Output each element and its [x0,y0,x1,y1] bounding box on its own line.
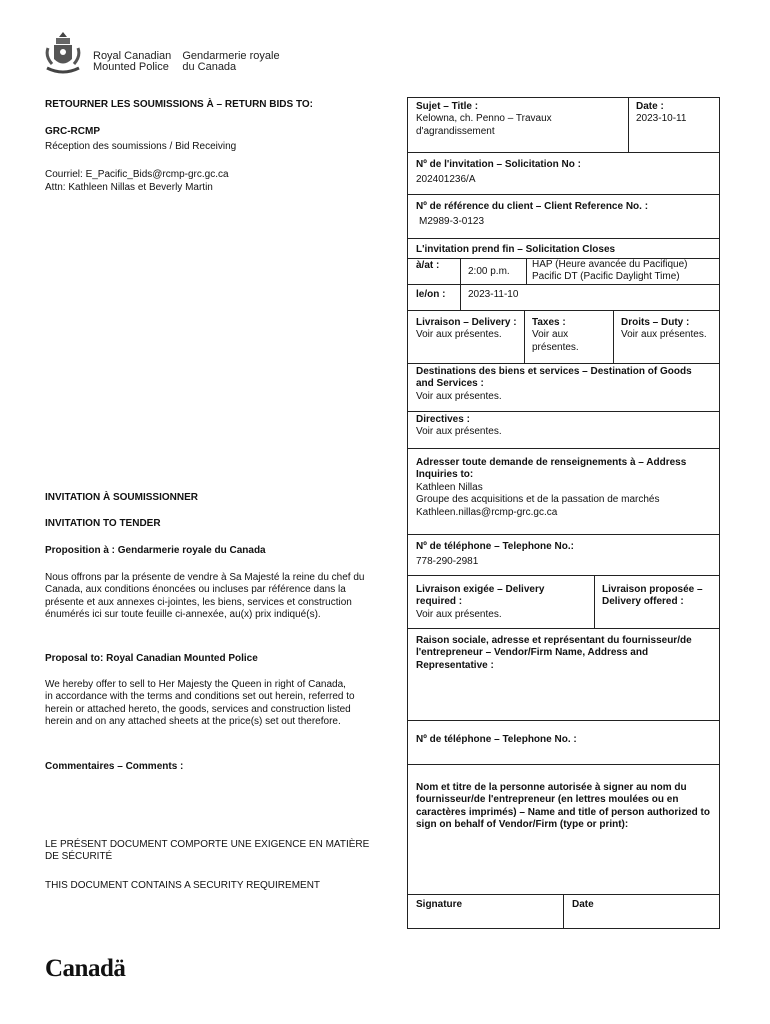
closing-time: 2:00 p.m. [468,266,510,277]
duty-label: Droits – Duty : [621,317,690,328]
inquiries-email: Kathleen.nillas@rcmp-grc.gc.ca [416,506,558,518]
delivery-required-label: Livraison exigée – Delivery required : [416,584,545,608]
destination-label: Destinations des biens et services – Destination of Goods and Services : [416,366,692,390]
inquiries-name: Kathleen Nillas [416,481,483,493]
org-en-line1: Royal Canadian [93,50,172,62]
rcmp-crest-logo [44,30,82,76]
vendor-telephone-row [408,721,719,765]
signature-date-label: Date [572,899,594,910]
inquiries-group: Groupe des acquisitions et de la passation de marchés [416,494,660,506]
inquiries-label: Adresser toute demande de renseignements à – Address Inquiries to: [416,457,687,481]
canada-wordmark: Canadä [45,955,126,982]
delivery-offered-label: Livraison proposée – Delivery offered : [602,584,703,608]
closing-date: 2023-11-10 [468,289,519,300]
destination-row [408,364,719,412]
delivery-value: Voir aux présentes. [416,329,502,341]
invitation-en: INVITATION TO TENDER [45,518,161,529]
org-fr-line2: du Canada [182,61,237,73]
bid-receiving: Réception des soumissions / Bid Receiving [45,141,237,152]
client-reference-row [408,195,719,239]
proposition-fr: Proposition à : Gendarmerie royale du Canada [45,545,266,556]
date-value: 2023-10-11 [636,113,687,125]
grc-rcmp: GRC-RCMP [45,126,100,137]
solicitation-label: Nº de l'invitation – Solicitation No : [416,159,581,170]
security-requirement-en: THIS DOCUMENT CONTAINS A SECURITY REQUIREMENT [45,880,321,891]
organization-name [93,51,288,73]
destination-value: Voir aux présentes. [416,390,502,402]
solicitation-row [408,153,719,195]
solicitation-form-grid [407,97,720,929]
authorized-person-row [408,765,719,895]
paragraph-en: We hereby offer to sell to Her Majesty the Queen in right of Canada, in accordance with the terms and conditions set out herein, referred to herein or attached hereto, the goods, services and construction listed herein and on any attached sheets at the price(s) set out therefore. [45,679,355,728]
proposal-en: Proposal to: Royal Canadian Mounted Police [45,653,258,664]
return-bids-title: RETOURNER LES SOUMISSIONS À – RETURN BIDS TO: [45,99,313,110]
telephone-label: Nº de téléphone – Telephone No.: [416,541,574,552]
telephone-row [408,535,719,576]
directives-row [408,412,719,449]
title-label: Sujet – Title : [416,101,479,112]
client-ref-label: Nº de référence du client – Client Reference No. : [416,201,649,212]
vendor-telephone-label: Nº de téléphone – Telephone No. : [416,734,577,745]
date-label: Date : [636,101,664,112]
signature-label: Signature [416,899,463,910]
duty-value: Voir aux présentes. [621,329,707,341]
taxes-label: Taxes : [532,317,566,328]
delivery-required-value: Voir aux présentes. [416,608,502,620]
client-ref-value: M2989-3-0123 [419,216,485,228]
at-label: à/at : [416,260,440,271]
directives-value: Voir aux présentes. [416,426,502,438]
solicitation-value: 202401236/A [416,174,476,186]
delivery-label: Livraison – Delivery : [416,317,517,328]
comments-label: Commentaires – Comments : [45,761,184,772]
invitation-fr: INVITATION À SOUMISSIONNER [45,492,198,503]
paragraph-fr: Nous offrons par la présente de vendre à Sa Majesté la reine du chef du Canada, aux conditions énoncées ou incluses par référence dans la présente et aux annexes ci-jointes, les biens, services et construction énumérés ici sur toute feuille ci-annexée, au(x) prix indiqué(s). [45,572,365,621]
org-en-line2: Mounted Police [93,61,169,73]
org-fr-line1: Gendarmerie royale [182,50,280,62]
security-requirement-fr: LE PRÉSENT DOCUMENT COMPORTE UNE EXIGENCE EN MATIÈRE DE SÉCURITÉ [45,839,370,863]
closing-timezone: HAP (Heure avancée du Pacifique) Pacific DT (Pacific Daylight Time) [532,259,688,283]
vendor-row [408,629,719,721]
directives-label: Directives : [416,414,470,425]
inquiries-row [408,449,719,535]
on-label: le/on : [416,289,446,300]
taxes-value: Voir aux présentes. [532,329,579,353]
title-value: Kelowna, ch. Penno – Travaux d'agrandissement [416,113,552,137]
telephone-value: 778-290-2981 [416,556,479,568]
authorized-person-label: Nom et titre de la personne autorisée à signer au nom du fournisseur/de l'entrepreneur (en lettres moulées ou en caractères imprimés) – Name and title of person authorized to sign on behalf of Vendor/Firm (type or print): [416,782,710,831]
attention-line: Attn: Kathleen Nillas et Beverly Martin [45,182,213,193]
vendor-label: Raison sociale, adresse et représentant du fournisseur/de l'entrepreneur – Vendor/Firm Name, Address and Representative : [416,635,692,671]
email-address: Courriel: E_Pacific_Bids@rcmp-grc.gc.ca [45,169,229,180]
closes-label: L'invitation prend fin – Solicitation Closes [416,244,616,255]
